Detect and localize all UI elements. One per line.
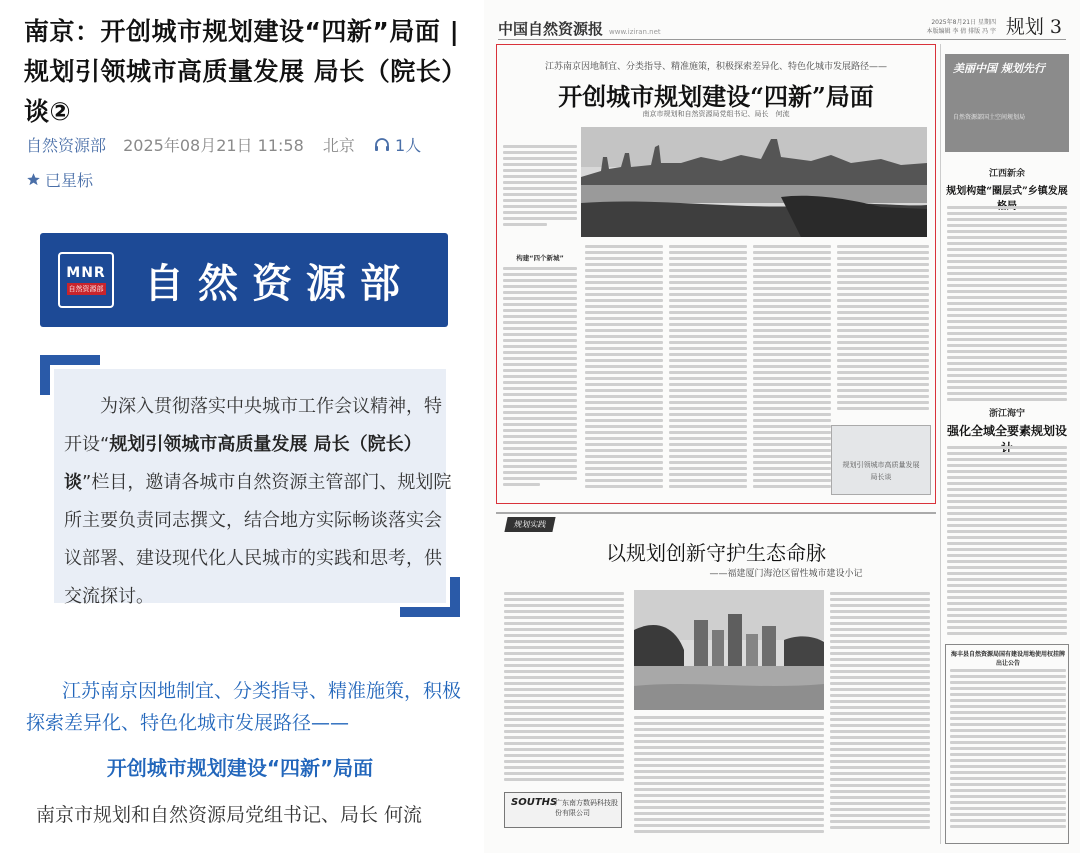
newspaper-page-image — [484, 0, 1080, 853]
logo-text: MNR — [66, 265, 106, 281]
practice-tag: 规划实践 — [504, 517, 555, 532]
mnr-logo — [58, 252, 114, 308]
newspaper-info: 本版编辑 李 倩 排版 冯 宇 — [926, 28, 996, 35]
subtitle-title: 开创城市规划建设“四新”局面 — [106, 756, 374, 780]
city-skyline-photo — [581, 127, 927, 237]
star-icon — [26, 172, 41, 187]
author-line: 南京市规划和自然资源局党组书记、局长 何流 — [36, 804, 423, 826]
right-banner: 美丽中国 规划先行 自然资源部国土空间规划局 — [945, 54, 1069, 152]
starred-label: 已星标 — [45, 171, 94, 190]
waterfront-photo — [634, 590, 824, 710]
southgis-ad: SOUTHS 广东南方数码科技股份有限公司 — [504, 792, 622, 828]
paper-kicker: 江苏南京因地制宜、分类指导、精准施策，积极探索差异化、特色化城市发展路径—— — [544, 62, 887, 72]
intro-text: 为深入贯彻落实中央城市工作会议精神，特开设“规划引领城市高质量发展 局长（院长）谈”栏目，邀请各城市自然资源主管部门、规划院所主要负责同志撰文，结合地方实际畅谈落实会议部署、建设现代化人民城市的实践和思考，供交流探讨。 — [64, 396, 452, 607]
page-label: 规划 3 — [1005, 16, 1062, 38]
practice-title: 以规划创新守护生态命脉 — [606, 541, 826, 565]
starred-indicator[interactable] — [26, 168, 93, 191]
intro-box — [40, 355, 460, 617]
location: 北京 — [322, 136, 355, 155]
logo-subtext: 自然资源部 — [68, 285, 104, 293]
practice-subtitle: ——福建厦门海沧区留性城市建设小记 — [709, 569, 863, 579]
highlighted-article: 江苏南京因地制宜、分类指导、精准施策，积极探索差异化、特色化城市发展路径—— 开创城市规划建设“四新”局面 南京市规划和自然资源局党组书记、局长 何流 构建“四个新城” 规划引领城市高质量发展 局长谈 — [496, 44, 936, 504]
newspaper-masthead — [498, 14, 1066, 40]
paper-byline: 南京市规划和自然资源局党组书记、局长 何流 — [642, 110, 790, 118]
paper-title: 开创城市规划建设“四新”局面 — [558, 82, 874, 111]
newspaper-url: www.iziran.net — [609, 28, 661, 36]
banner-text: 自然资源部 — [144, 259, 414, 307]
source-link[interactable]: 自然资源部 — [26, 136, 107, 155]
newspaper-name: 中国自然资源报 — [498, 20, 604, 38]
newspaper-date: 2025年8月21日 星期四 — [931, 19, 996, 26]
column-name: 规划引领城市高质量发展 局长（院长）谈 — [64, 434, 422, 493]
publish-time: 2025年08月21日 11:58 — [123, 136, 304, 155]
land-notice-box: 海丰县自然资源局国有建设用地使用权挂牌出让公告 — [945, 644, 1069, 844]
column-ad-box: 规划引领城市高质量发展 局长谈 — [831, 425, 931, 495]
article-title: 南京：开创城市规划建设“四新”局面 | 规划引领城市高质量发展 局长（院长）谈② — [24, 17, 460, 126]
newspaper-right-column: 美丽中国 规划先行 自然资源部国土空间规划局 江西新余 规划构建“圈层式”乡镇发展 浙江海宁 强化全域全要素规划设 海丰县自然资源局国有建设用地使用权挂牌出让公告 — [940, 44, 1072, 844]
headphones-icon — [374, 138, 390, 152]
subtitle-lead: 江苏南京因地制宜、分类指导、精准施策，积极探索差异化、特色化城市发展路径—— — [26, 680, 462, 734]
article-panel — [0, 0, 480, 853]
listen-button[interactable] — [374, 136, 421, 155]
mnr-banner — [40, 233, 448, 327]
article-meta — [26, 133, 466, 156]
listener-count: 1人 — [395, 136, 422, 155]
